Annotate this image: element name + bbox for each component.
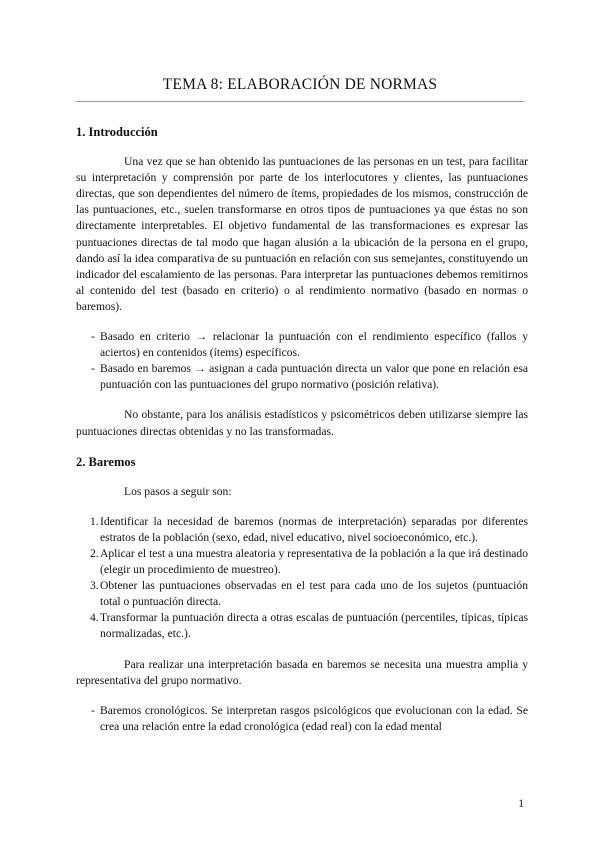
baremos-lead: Los pasos a seguir son: — [124, 484, 232, 498]
baremos-bullet-list — [76, 703, 528, 735]
baremos-steps-list — [76, 514, 528, 643]
title-divider — [76, 101, 524, 102]
baremos-paragraph: Para realizar una interpretación basada en baremos se necesita una muestra amplia y representativa del grupo normativo. — [76, 657, 528, 687]
document-body — [76, 124, 528, 735]
step-number: 2. — [90, 546, 99, 560]
step-number: 3. — [90, 579, 99, 593]
bullet-text: Basado en criterio → relacionar la puntuación con el rendimiento específico (fallos y aciertos) en contenidos (ítems) específicos. — [100, 330, 528, 360]
section-heading-baremos: 2. Baremos — [76, 454, 136, 469]
list-item — [76, 703, 528, 735]
section-heading-introduccion: 1. Introducción — [76, 125, 158, 139]
bullet-text: Baremos cronológicos. Se interpretan rasgos psicológicos que evolucionan con la edad. Se crea una relación entre la edad cronológica (edad real) con la edad mental — [100, 703, 528, 733]
list-item — [76, 578, 528, 610]
list-item — [76, 514, 528, 546]
dash-marker: - — [91, 330, 95, 344]
list-item — [76, 361, 528, 393]
list-item — [76, 546, 528, 578]
step-number: 4. — [90, 611, 99, 625]
intro-paragraph: Una vez que se han obtenido las puntuaciones de las personas en un test, para facilitar su interpretación y comprensión por parte de los interlocutores y clientes, las puntuaciones directas, que son dependientes del número de ítems, propiedades de los mismos, construcción de las puntuaciones, etc., suelen transformarse en otros tipos de puntuaciones ya que éstas no son directamente interpretables. El objetivo fundamental de las transformaciones es expresar las puntuaciones directas de tal modo que hagan alusión a la ubicación de la persona en el grupo, dando así la idea comparativa de su puntuación en relación con sus semejantes, constituyendo un indicador del escalamiento de las personas. Para interpretar las puntuaciones debemos remitirnos al contenido del test (basado en criterio) o al rendimiento normativo (basado en normas o baremos). — [76, 155, 528, 313]
step-text: Transformar la puntuación directa a otras escalas de puntuación (percentiles, típicas, típicas normalizadas, etc.). — [100, 611, 528, 641]
bullet-text: Basado en baremos → asignan a cada puntuación directa un valor que pone en relación esa puntuación con las puntuaciones del grupo normativo (posición relativa). — [100, 362, 528, 392]
intro-bullet-list — [76, 329, 528, 393]
step-number: 1. — [90, 514, 99, 528]
dash-marker: - — [91, 703, 95, 717]
step-text: Obtener las puntuaciones observadas en el test para cada uno de los sujetos (puntuación total o puntuación directa. — [100, 579, 528, 609]
list-item — [76, 329, 528, 361]
list-item — [76, 610, 528, 642]
step-text: Aplicar el test a una muestra aleatoria y representativa de la población a la que irá destinado (elegir un procedimiento de muestreo). — [100, 546, 528, 577]
page-number: 1 — [518, 797, 524, 810]
step-text: Identificar la necesidad de baremos (normas de interpretación) separadas por diferentes estratos de la población (sexo, edad, nivel educativo, nivel socioeconómico, etc.). — [100, 514, 528, 544]
intro-note-paragraph: No obstante, para los análisis estadísticos y psicométricos deben utilizarse siempre las puntuaciones directas obtenidas y no las transformadas. — [76, 408, 528, 438]
dash-marker: - — [91, 362, 95, 376]
document-title: TEMA 8: ELABORACIÓN DE NORMAS — [162, 76, 438, 93]
